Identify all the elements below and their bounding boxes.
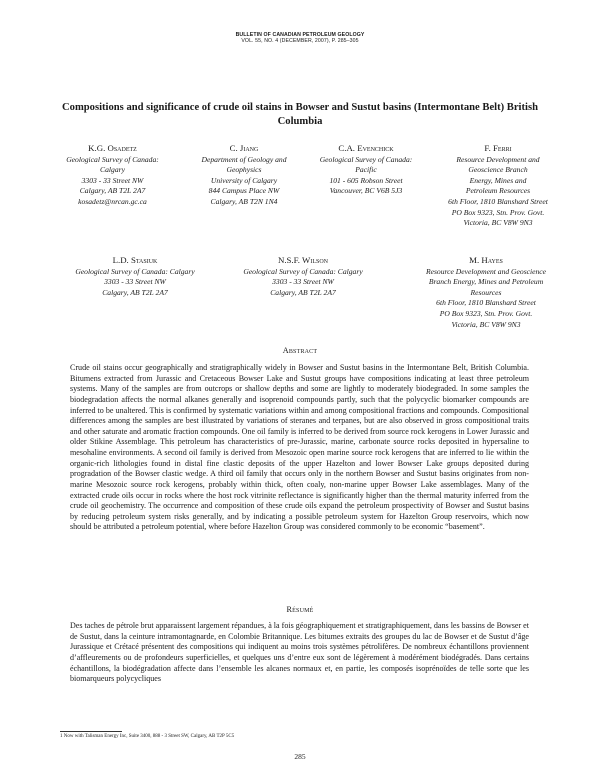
author-name: C.A. Evenchick [338,143,394,153]
footnote: 1 Now with Talisman Energy Inc, Suite 3400, 888 - 3 Street SW, Calgary, AB T2P 5C5 [60,734,235,739]
author-affiliation: Geological Survey of Canada: Pacific 101 - 605 Robson Street Vancouver, BC V6B 5J3 [319,154,413,196]
author-block [228,255,378,298]
author-affiliation: Resource Development and Geoscience Branch Energy, Mines and Petroleum Resources 6th Floor, 1810 Blanshard Street PO Box 9323, Stn. Prov. Govt. Victoria, BC V8W 9N3 [425,266,547,329]
author-name: K.G. Osadetz [88,143,137,153]
author-block [428,143,568,229]
author-affiliation: Geological Survey of Canada: Calgary 3303 - 33 Street NW Calgary, AB T2L 2A7 [75,266,195,297]
journal-volume: VOL. 55, NO. 4 (DECEMBER, 2007), P. 285–305 [241,38,359,45]
footnote-divider [60,731,122,732]
author-affiliation: Resource Development and Geoscience Branch Energy, Mines and Petroleum Resources 6th Floor, 1810 Blanshard Street PO Box 9323, Stn. Prov. Govt. Victoria, BC V8W 9N3 [448,154,548,228]
author-name: C. Jiang [229,143,259,153]
author-name: L.D. Stasiuk [112,255,158,265]
journal-header [0,32,600,45]
author-block [60,255,210,298]
author-name: N.S.F. Wilson [277,255,329,265]
abstract-heading: Abstract [282,346,318,355]
author-affiliation: Department of Geology and Geophysics University of Calgary 844 Campus Place NW Calgary, AB T2N 1N4 [201,154,287,206]
resume-heading: Résumé [286,605,314,614]
author-name: F. Ferri [484,143,512,153]
author-block [50,143,175,208]
author-block [186,143,302,208]
abstract-text: Crude oil stains occur geographically and stratigraphically widely in Bowser and Sustut basins in the Intermontane Belt, British Columbia. Bitumens extracted from Jurassic and Cretaceous Bowser Lake and Sustut groups have compositions indicating at least three petroleum systems. Many of the samples are from outcrops or shallow depths and some are lightly to moderately biodegraded. In some samples the biodegradation affects the normal alkanes generally and isoprenoid compounds partly, such that the polycyclic biomarker compounds are inferred to be unaltered. This is confirmed by systematic variations within and among compositional fractions and compounds. Compositional differences among the samples are best illustrated by variations of steranes and terpanes, but are also observed in gross compositional traits and other saturate and aromatic fraction compounds. One oil family is inferred to be derived from source rock kerogens in Lower Jurassic and older Stikine Assemblage. This petroleum has characteristics of pre-Jurassic, marine, carbonate source rocks deposited in hypersaline to mesohaline environments. A second oil family is derived from Mesozoic open marine source rock kerogens that are inferred to lie within the organic-rich lithologies found in distal fine clastic deposits of the upper Hazelton and lower Bowser Lake groups deposited during progradation of the Bowser clastic wedge. A third oil family that occurs only in the northern Bowser and Sustut basins originates from non-marine Mesozoic source rock kerogens, probably within thick, often coaly, non-marine upper Bowser Lake assemblages. Many of the extracted crude oils occur in rocks where the host rock vitrinite reflectance is significantly higher than the thermal maturity inferred from the crude oil geochemistry. The occurrence and composition of these crude oils expand the petroleum prospectivity of Bowser and Sustut basins by reducing petroleum system risks generally, and by indicating a possible petroleum system for Hazelton Group reservoirs, which now should be attributed a petroleum potential, where before Hazelton Group was considered commonly to be economic “basement”. [70,363,529,532]
author-name: M. Hayes [469,255,503,265]
author-block [405,255,567,330]
page-number: 285 [294,752,306,761]
author-block [307,143,425,197]
author-affiliation: Geological Survey of Canada: Calgary 3303 - 33 Street NW Calgary, AB T2L 2A7 [243,266,363,297]
journal-name: BULLETIN OF CANADIAN PETROLEUM GEOLOGY [235,32,365,38]
paper-title: Compositions and significance of crude oil stains in Bowser and Sustut basins (Intermontane Belt) British Columbia [62,102,538,127]
author-affiliation: Geological Survey of Canada: Calgary 3303 - 33 Street NW Calgary, AB T2L 2A7 kosadetz@nrcan.gc.ca [66,154,159,206]
resume-text: Des taches de pétrole brut apparaissent largement répandues, à la fois géographiquement et stratigraphiquement, dans les bassins de Bowser et de Sustut, dans la ceinture intramontagnarde, en Colombie Britannique. Les bitumes extraits des groupes du lac de Bowser et de Sustut d’âge Jurassique et Crétacé présentent des compositions qui indiquent au moins trois systèmes pétrolifères. De nombreux échantillons proviennent d’affleurements ou de profondeurs superficielles, et quelques uns d’entre eux sont de légèrement à modérément biodégradés. Dans certains échantillons, la biodégradation affecte dans l’ensemble les alcanes normaux et, en partie, les composés isoprénoïdes de telle sorte que les biomarqueurs polycycliques [70,621,529,684]
